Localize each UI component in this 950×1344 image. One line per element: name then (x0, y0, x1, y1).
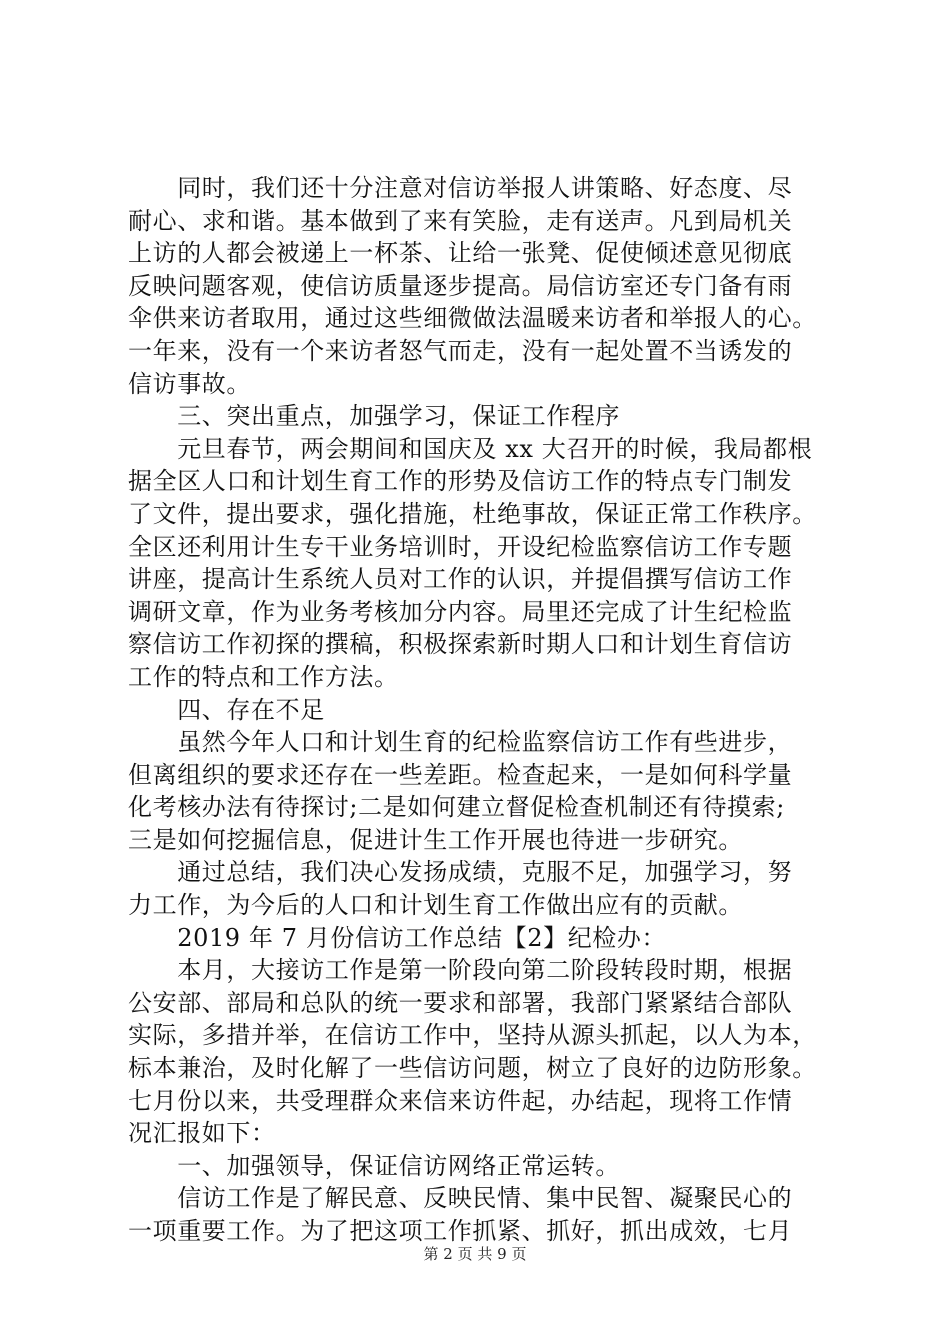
document-body (128, 172, 848, 1248)
text-line: 本月，大接访工作是第一阶段向第二阶段转段时期，根据 (128, 956, 793, 985)
text-line: 同时，我们还十分注意对信访举报人讲策略、好态度、尽 (128, 174, 793, 202)
text-line: 通过总结，我们决心发扬成绩，克服不足，加强学习，努 (128, 858, 793, 887)
text-line: 调研文章，作为业务考核加分内容。局里还完成了计生纪检监 (128, 597, 793, 626)
text-line: 耐心、求和谐。基本做到了来有笑脸，走有送声。凡到局机关 (128, 206, 793, 235)
text-line: 讲座，提高计生系统人员对工作的认识，并提倡撰写信访工作 (128, 565, 793, 594)
text-line: 2019 年 7 月份信访工作总结【2】纪检办： (128, 923, 667, 952)
text-line: 力工作，为今后的人口和计划生育工作做出应有的贡献。 (128, 891, 743, 920)
text-line: 一年来，没有一个来访者怒气而走，没有一起处置不当诱发的 (128, 336, 793, 365)
text-line: 元旦春节，两会期间和国庆及 xx 大召开的时候，我局都根 (128, 434, 813, 463)
text-line: 四、存在不足 (128, 695, 325, 724)
text-line: 据全区人口和计划生育工作的形势及信访工作的特点专门制发 (128, 467, 793, 496)
text-line: 三、突出重点，加强学习，保证工作程序 (128, 402, 620, 431)
text-line: 公安部、部局和总队的统一要求和部署，我部门紧紧结合部队 (128, 988, 793, 1017)
text-line: 况汇报如下： (128, 1119, 276, 1148)
text-line: 信访工作是了解民意、反映民情、集中民智、凝聚民心的 (128, 1184, 793, 1213)
text-line: 虽然今年人口和计划生育的纪检监察信访工作有些进步， (128, 728, 793, 757)
text-line: 标本兼治，及时化解了一些信访问题，树立了良好的边防形象。 (128, 1054, 817, 1083)
text-line: 信访事故。 (128, 369, 251, 398)
text-line: 但离组织的要求还存在一些差距。检查起来，一是如何科学量 (128, 760, 793, 789)
text-line: 一项重要工作。为了把这项工作抓紧、抓好，抓出成效，七月 (128, 1217, 793, 1245)
text-line: 一、加强领导，保证信访网络正常运转。 (128, 1151, 620, 1180)
text-line: 上访的人都会被递上一杯茶、让给一张凳、促使倾述意见彻底 (128, 239, 793, 268)
text-line: 伞供来访者取用，通过这些细微做法温暖来访者和举报人的心。 (128, 304, 817, 333)
text-line: 七月份以来，共受理群众来信来访件起，办结起，现将工作情 (128, 1086, 793, 1115)
text-line: 实际，多措并举，在信访工作中，坚持从源头抓起，以人为本， (128, 1021, 817, 1050)
text-line: 工作的特点和工作方法。 (128, 662, 399, 691)
text-line: 反映问题客观，使信访质量逐步提高。局信访室还专门备有雨 (128, 271, 793, 300)
text-line: 了文件，提出要求，强化措施，杜绝事故，保证正常工作秩序。 (128, 499, 817, 528)
page-footer: 第 2 页 共 9 页 (423, 1245, 527, 1263)
text-line: 化考核办法有待探讨;二是如何建立督促检查机制还有待摸索; (128, 793, 785, 822)
text-line: 全区还利用计生专干业务培训时，开设纪检监察信访工作专题 (128, 532, 793, 561)
text-line: 察信访工作初探的撰稿，积极探索新时期人口和计划生育信访 (128, 630, 793, 659)
text-line: 三是如何挖掘信息，促进计生工作开展也待进一步研究。 (128, 825, 743, 854)
